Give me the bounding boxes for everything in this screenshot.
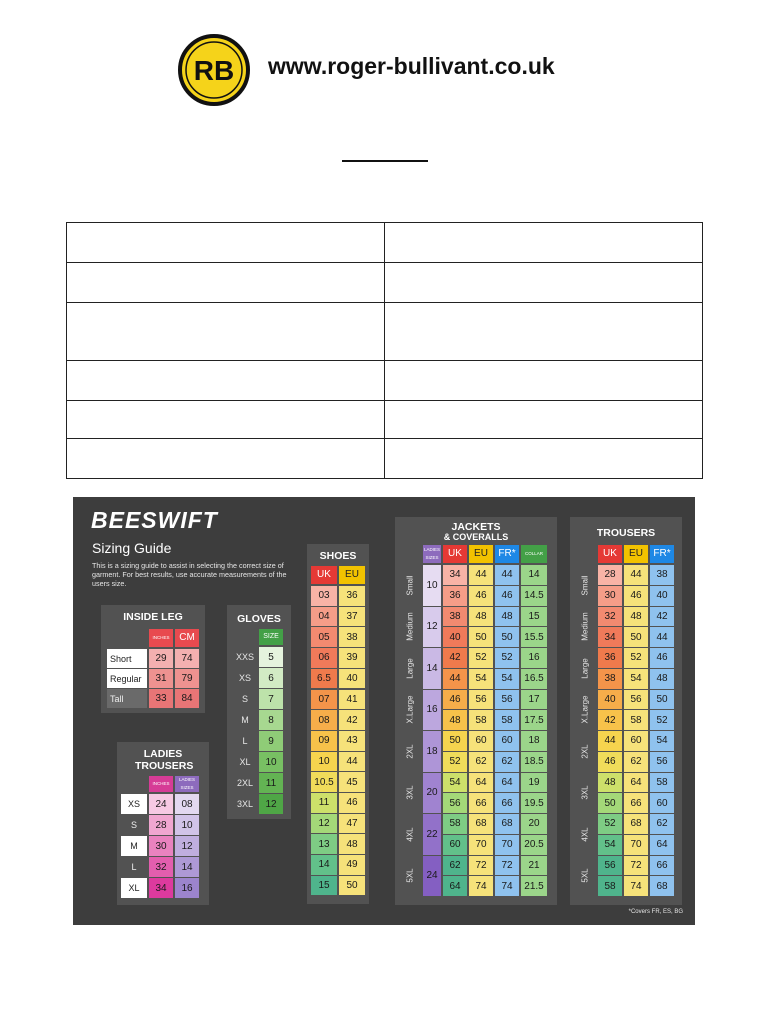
jackets-uk: 58 — [443, 814, 467, 834]
trousers-title: TROUSERS — [596, 527, 656, 539]
inside-leg-col-inches: INCHES — [149, 629, 173, 647]
jackets-eu: 56 — [469, 690, 493, 710]
ladies-trousers-title: LADIES TROUSERS — [135, 748, 194, 772]
form-row — [67, 439, 703, 479]
ladies-size: 08 — [175, 794, 199, 814]
jackets-uk: 56 — [443, 793, 467, 813]
ladies-size: 12 — [175, 836, 199, 856]
shoes-eu: 50 — [339, 876, 365, 896]
shoes-eu: 46 — [339, 793, 365, 813]
guide-title: Sizing Guide — [92, 540, 172, 556]
trousers-eu: 74 — [624, 876, 648, 896]
shoes-eu: 45 — [339, 772, 365, 792]
trousers-col-uk: UK — [598, 545, 622, 563]
trousers-eu: 58 — [624, 710, 648, 730]
jackets-uk: 48 — [443, 710, 467, 730]
trousers-fr: 56 — [650, 752, 674, 772]
ladies-inches: 30 — [149, 836, 173, 856]
jackets-collar: 21.5 — [521, 876, 547, 896]
form-row — [67, 303, 703, 361]
shoes-eu: 44 — [339, 752, 365, 772]
ladies-inches: 32 — [149, 857, 173, 877]
jackets-eu: 60 — [469, 731, 493, 751]
jackets-fr: 44 — [495, 565, 519, 585]
trousers-uk: 28 — [598, 565, 622, 585]
jackets-eu: 72 — [469, 856, 493, 876]
shoes-uk: 08 — [311, 710, 337, 730]
trousers-uk: 34 — [598, 627, 622, 647]
gloves-label: S — [241, 694, 248, 704]
trousers-size-label: 2XL — [580, 744, 590, 759]
form-cell[interactable] — [385, 223, 703, 263]
gloves-size: 9 — [259, 731, 283, 751]
jackets-collar: 20 — [521, 814, 547, 834]
ladies-label: XL — [121, 878, 147, 898]
shoes-uk: 13 — [311, 834, 337, 854]
jackets-col-fr: FR* — [495, 545, 519, 563]
form-cell[interactable] — [67, 401, 385, 439]
jackets-title: JACKETS — [451, 521, 501, 533]
inside-leg-inches: 33 — [149, 689, 173, 708]
jackets-collar: 20.5 — [521, 835, 547, 855]
jackets-ladies-size: 22 — [423, 814, 441, 855]
sizing-guide — [73, 497, 695, 925]
trousers-fr: 42 — [650, 607, 674, 627]
gloves-size: 12 — [259, 794, 283, 814]
trousers-size-label: X.Large — [580, 695, 590, 724]
trousers-uk: 56 — [598, 856, 622, 876]
guide-intro: This is a sizing guide to assist in selecting the correct size of garment. For best results, use accurate measurements of the users size. — [92, 561, 287, 588]
jackets-col-ladies: LADIES SIZES — [423, 545, 441, 563]
form-cell[interactable] — [67, 439, 385, 479]
trousers-col-fr: FR* — [650, 545, 674, 563]
jackets-collar: 18.5 — [521, 752, 547, 772]
ladies-label: M — [121, 836, 147, 856]
inside-leg-label: Regular — [107, 669, 147, 688]
trousers-fr: 46 — [650, 648, 674, 668]
trousers-uk: 48 — [598, 773, 622, 793]
jackets-eu: 64 — [469, 773, 493, 793]
shoes-eu: 41 — [339, 690, 365, 710]
shoes-uk: 6.5 — [311, 669, 337, 689]
jackets-uk: 44 — [443, 669, 467, 689]
ladies-label: S — [130, 820, 137, 830]
trousers-size-label: 5XL — [580, 868, 590, 883]
gloves-size: 11 — [259, 773, 283, 793]
trousers-fr: 66 — [650, 856, 674, 876]
jackets-ladies-size: 18 — [423, 731, 441, 772]
jackets-ladies-size: 20 — [423, 773, 441, 814]
gloves-size: 10 — [259, 752, 283, 772]
gloves-label: XXS — [235, 652, 254, 662]
jackets-fr: 70 — [495, 835, 519, 855]
trousers-eu: 70 — [624, 835, 648, 855]
jackets-eu: 70 — [469, 835, 493, 855]
jackets-collar: 14 — [521, 565, 547, 585]
shoes-uk: 05 — [311, 627, 337, 647]
form-row — [67, 401, 703, 439]
jackets-uk: 50 — [443, 731, 467, 751]
trousers-fr: 50 — [650, 690, 674, 710]
trousers-fr: 44 — [650, 627, 674, 647]
gloves-label: XS — [238, 673, 251, 683]
form-cell[interactable] — [67, 303, 385, 361]
jackets-eu: 44 — [469, 565, 493, 585]
trousers-uk: 30 — [598, 586, 622, 606]
shoes-uk: 06 — [311, 648, 337, 668]
jackets-eu: 68 — [469, 814, 493, 834]
jackets-ladies-size: 16 — [423, 690, 441, 731]
jackets-ladies-size: 12 — [423, 607, 441, 648]
trousers-uk: 38 — [598, 669, 622, 689]
shoes-eu: 38 — [339, 627, 365, 647]
trousers-uk: 54 — [598, 835, 622, 855]
shoes-uk: 04 — [311, 607, 337, 627]
trousers-uk: 58 — [598, 876, 622, 896]
trousers-size-label: 4XL — [580, 827, 590, 842]
form-cell[interactable] — [385, 303, 703, 361]
gloves-size: 7 — [259, 689, 283, 709]
gloves-label: XL — [239, 757, 251, 767]
shoes-eu: 47 — [339, 814, 365, 834]
jackets-fr: 58 — [495, 710, 519, 730]
jackets-eu: 50 — [469, 627, 493, 647]
jackets-size-label: 4XL — [405, 827, 415, 842]
jackets-size-label: 5XL — [405, 868, 415, 883]
ladies-size: 16 — [175, 878, 199, 898]
jackets-fr: 50 — [495, 627, 519, 647]
shoes-uk: 10 — [311, 752, 337, 772]
ladies-inches: 28 — [149, 815, 173, 835]
form-cell[interactable] — [67, 361, 385, 401]
jackets-fr: 52 — [495, 648, 519, 668]
jackets-eu: 62 — [469, 752, 493, 772]
jackets-eu: 54 — [469, 669, 493, 689]
trousers-size-label: Large — [580, 658, 590, 679]
trousers-fr: 40 — [650, 586, 674, 606]
trousers-eu: 46 — [624, 586, 648, 606]
rb-logo-icon — [178, 34, 250, 106]
shoes-uk: 11 — [311, 793, 337, 813]
trousers-eu: 66 — [624, 793, 648, 813]
shoes-eu: 43 — [339, 731, 365, 751]
ladies-size: 14 — [175, 857, 199, 877]
form-row — [67, 263, 703, 303]
trousers-fr: 38 — [650, 565, 674, 585]
trousers-eu: 72 — [624, 856, 648, 876]
shoes-eu: 48 — [339, 834, 365, 854]
shoes-uk: 07 — [311, 690, 337, 710]
jackets-eu: 66 — [469, 793, 493, 813]
inside-leg-cm: 84 — [175, 689, 199, 708]
trousers-eu: 64 — [624, 773, 648, 793]
jackets-collar: 15 — [521, 607, 547, 627]
ladies-col-sizes: LADIES SIZES — [175, 776, 199, 792]
inside-leg-col-cm: CM — [175, 629, 199, 647]
logo-text: RB — [193, 55, 235, 86]
jackets-fr: 68 — [495, 814, 519, 834]
gloves-col-size: SIZE — [259, 629, 283, 645]
trousers-fr: 62 — [650, 814, 674, 834]
jackets-eu: 58 — [469, 710, 493, 730]
form-row — [67, 223, 703, 263]
jackets-fr: 48 — [495, 607, 519, 627]
jackets-collar: 15.5 — [521, 627, 547, 647]
trousers-uk: 52 — [598, 814, 622, 834]
trousers-fr: 60 — [650, 793, 674, 813]
trousers-fr: 68 — [650, 876, 674, 896]
jackets-uk: 54 — [443, 773, 467, 793]
jackets-collar: 16.5 — [521, 669, 547, 689]
jackets-fr: 60 — [495, 731, 519, 751]
ladies-col-inches: INCHES — [149, 776, 173, 792]
jackets-col-collar: COLLAR — [521, 545, 547, 563]
shoes-uk: 15 — [311, 876, 337, 896]
jackets-uk: 64 — [443, 876, 467, 896]
gloves-size: 8 — [259, 710, 283, 730]
inside-leg-title: INSIDE LEG — [123, 611, 183, 623]
gloves-title: GLOVES — [237, 613, 281, 625]
form-cell[interactable] — [67, 223, 385, 263]
shoes-uk: 10.5 — [311, 772, 337, 792]
trousers-uk: 50 — [598, 793, 622, 813]
gloves-label: 2XL — [236, 778, 253, 788]
trousers-eu: 54 — [624, 669, 648, 689]
shoes-eu: 37 — [339, 607, 365, 627]
jackets-uk: 38 — [443, 607, 467, 627]
ladies-inches: 24 — [149, 794, 173, 814]
trousers-fr: 52 — [650, 710, 674, 730]
jackets-size-label: Small — [405, 575, 415, 596]
trousers-size-label: Medium — [580, 612, 590, 641]
jackets-uk: 36 — [443, 586, 467, 606]
trousers-fr: 54 — [650, 731, 674, 751]
shoes-eu: 42 — [339, 710, 365, 730]
trousers-uk: 44 — [598, 731, 622, 751]
jackets-collar: 14.5 — [521, 586, 547, 606]
jackets-fr: 46 — [495, 586, 519, 606]
jackets-collar: 17.5 — [521, 710, 547, 730]
title-rule — [342, 160, 428, 162]
jackets-collar: 19 — [521, 773, 547, 793]
guide-footnote: *Covers FR, ES, BG — [628, 909, 683, 915]
jackets-eu: 52 — [469, 648, 493, 668]
jackets-uk: 34 — [443, 565, 467, 585]
form-cell[interactable] — [385, 361, 703, 401]
ladies-inches: 34 — [149, 878, 173, 898]
shoes-col-uk: UK — [311, 566, 337, 584]
trousers-uk: 42 — [598, 710, 622, 730]
trousers-eu: 48 — [624, 607, 648, 627]
jackets-ladies-size: 14 — [423, 648, 441, 689]
ladies-label: L — [131, 862, 137, 872]
inside-leg-inches: 31 — [149, 669, 173, 688]
jackets-size-label: Large — [405, 658, 415, 679]
jackets-subtitle: & COVERALLS — [443, 532, 509, 542]
jackets-fr: 74 — [495, 876, 519, 896]
trousers-fr: 48 — [650, 669, 674, 689]
shoes-uk: 09 — [311, 731, 337, 751]
site-url[interactable]: www.roger-bullivant.co.uk — [268, 52, 555, 79]
trousers-eu: 44 — [624, 565, 648, 585]
trousers-uk: 40 — [598, 690, 622, 710]
shoes-eu: 49 — [339, 855, 365, 875]
jackets-collar: 16 — [521, 648, 547, 668]
trousers-eu: 56 — [624, 690, 648, 710]
inside-leg-cm: 79 — [175, 669, 199, 688]
shoes-uk: 03 — [311, 586, 337, 606]
jackets-eu: 74 — [469, 876, 493, 896]
form-table — [66, 222, 703, 479]
shoes-col-eu: EU — [339, 566, 365, 584]
trousers-fr: 64 — [650, 835, 674, 855]
jackets-collar: 19.5 — [521, 793, 547, 813]
shoes-eu: 36 — [339, 586, 365, 606]
header — [178, 34, 555, 106]
shoes-title: SHOES — [319, 550, 357, 562]
trousers-eu: 60 — [624, 731, 648, 751]
trousers-uk: 32 — [598, 607, 622, 627]
form-row — [67, 361, 703, 401]
shoes-eu: 40 — [339, 669, 365, 689]
inside-leg-inches: 29 — [149, 649, 173, 668]
jackets-ladies-size: 24 — [423, 856, 441, 897]
trousers-col-eu: EU — [624, 545, 648, 563]
jackets-collar: 18 — [521, 731, 547, 751]
jackets-fr: 56 — [495, 690, 519, 710]
jackets-size-label: 2XL — [405, 744, 415, 759]
shoes-uk: 12 — [311, 814, 337, 834]
trousers-eu: 68 — [624, 814, 648, 834]
gloves-label: L — [242, 736, 248, 746]
jackets-uk: 60 — [443, 835, 467, 855]
jackets-collar: 21 — [521, 856, 547, 876]
jackets-fr: 66 — [495, 793, 519, 813]
inside-leg-label: Tall — [107, 689, 147, 708]
ladies-label: XS — [121, 794, 147, 814]
jackets-size-label: X.Large — [405, 695, 415, 724]
trousers-uk: 46 — [598, 752, 622, 772]
trousers-size-label: 3XL — [580, 785, 590, 800]
ladies-size: 10 — [175, 815, 199, 835]
jackets-col-uk: UK — [443, 545, 467, 563]
trousers-eu: 50 — [624, 627, 648, 647]
jackets-ladies-size: 10 — [423, 565, 441, 606]
jackets-uk: 62 — [443, 856, 467, 876]
inside-leg-label: Short — [107, 649, 147, 668]
trousers-eu: 62 — [624, 752, 648, 772]
jackets-uk: 46 — [443, 690, 467, 710]
jackets-fr: 72 — [495, 856, 519, 876]
trousers-size-label: Small — [580, 575, 590, 596]
jackets-size-label: Medium — [405, 612, 415, 641]
beeswift-logo: BEESWIFT — [91, 507, 218, 533]
jackets-fr: 54 — [495, 669, 519, 689]
shoes-uk: 14 — [311, 855, 337, 875]
jackets-fr: 64 — [495, 773, 519, 793]
jackets-size-label: 3XL — [405, 785, 415, 800]
inside-leg-cm: 74 — [175, 649, 199, 668]
trousers-eu: 52 — [624, 648, 648, 668]
jackets-uk: 52 — [443, 752, 467, 772]
jackets-uk: 42 — [443, 648, 467, 668]
jackets-uk: 40 — [443, 627, 467, 647]
form-cell[interactable] — [67, 263, 385, 303]
trousers-fr: 58 — [650, 773, 674, 793]
form-cell[interactable] — [385, 439, 703, 479]
gloves-size: 6 — [259, 668, 283, 688]
jackets-col-eu: EU — [469, 545, 493, 563]
shoes-eu: 39 — [339, 648, 365, 668]
gloves-label: 3XL — [236, 799, 253, 809]
form-cell[interactable] — [385, 401, 703, 439]
jackets-collar: 17 — [521, 690, 547, 710]
jackets-eu: 48 — [469, 607, 493, 627]
trousers-uk: 36 — [598, 648, 622, 668]
gloves-label: M — [241, 715, 249, 725]
form-cell[interactable] — [385, 263, 703, 303]
jackets-eu: 46 — [469, 586, 493, 606]
jackets-fr: 62 — [495, 752, 519, 772]
gloves-size: 5 — [259, 647, 283, 667]
